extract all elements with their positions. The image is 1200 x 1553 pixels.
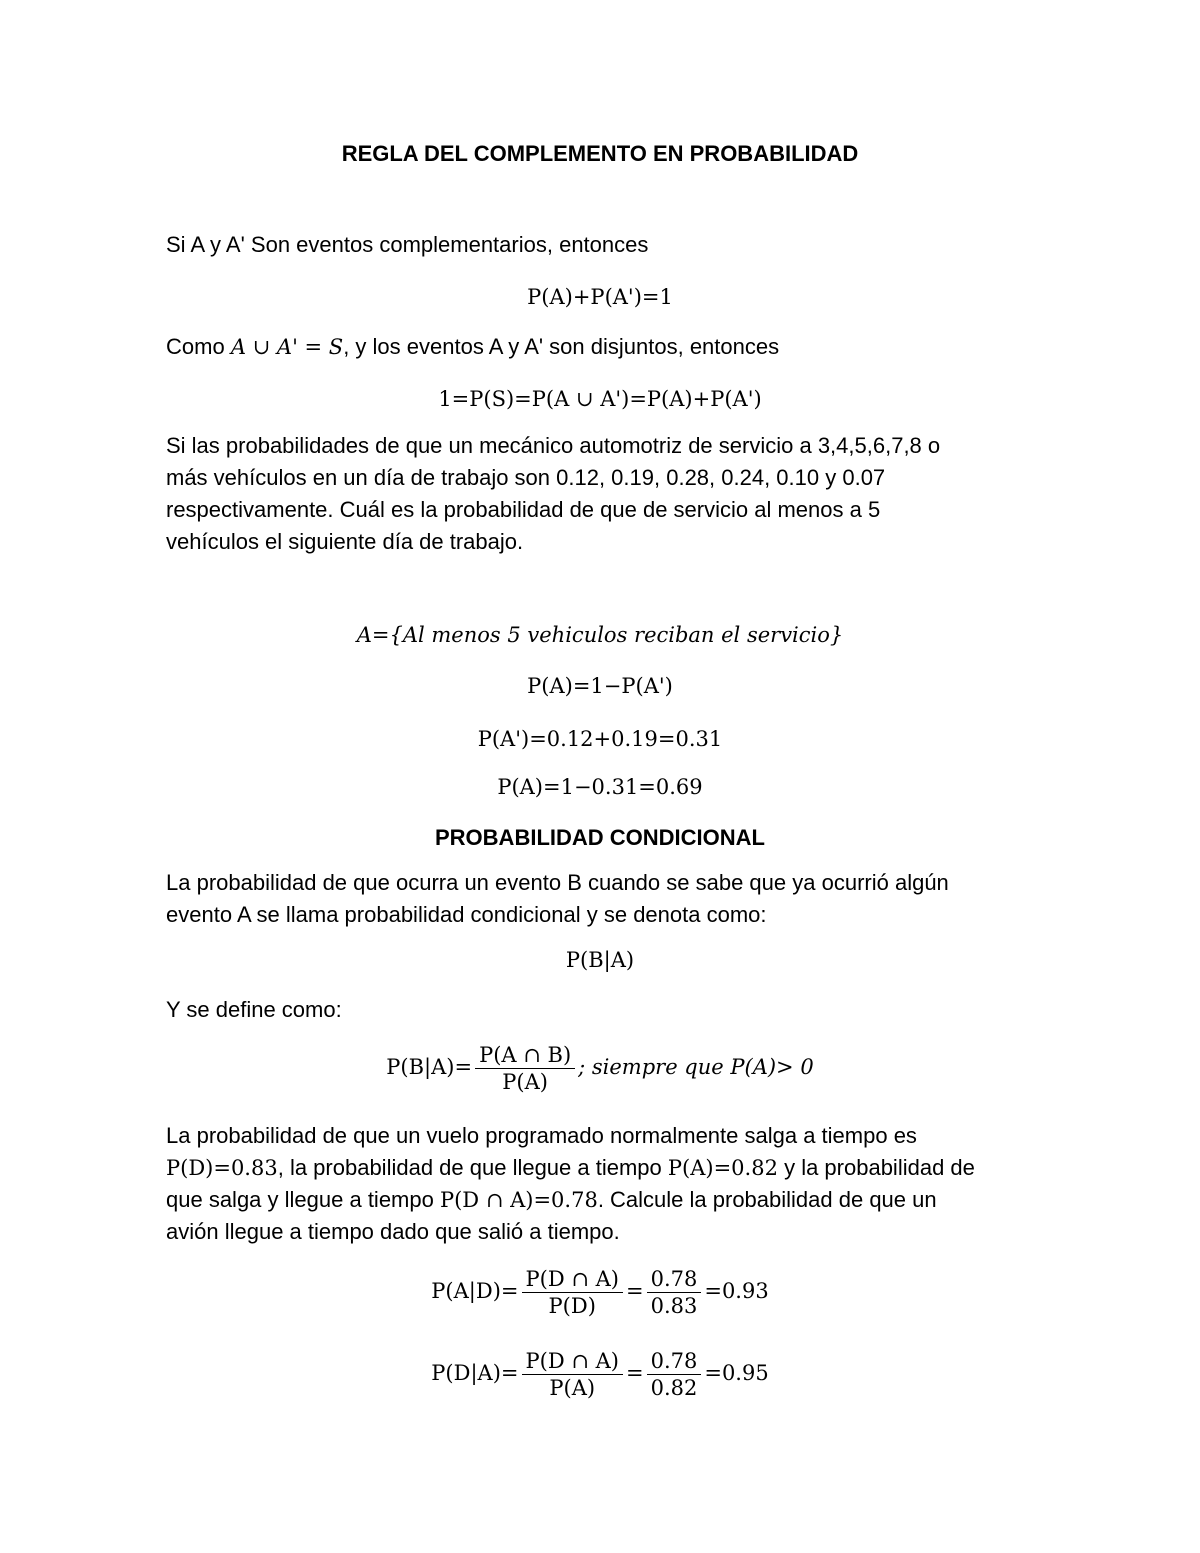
equation-step-1: P(A)=1−P(A') — [527, 674, 673, 698]
problem-line-1: Si las probabilidades de que un mecánico automotriz de servicio a 3,4,5,6,7,8 o — [166, 433, 941, 458]
conditional-intro-line-2: evento A se llama probabilidad condicional y se denota como: — [166, 902, 767, 927]
intro-text: Si A y A' Son eventos complementarios, entonces — [166, 232, 649, 257]
problem-line-2: más vehículos en un día de trabajo son 0.12, 0.19, 0.28, 0.24, 0.10 y 0.07 — [166, 465, 886, 490]
def-denominator: P(A) — [502, 1070, 548, 1094]
equation-notation: P(B|A) — [565, 948, 635, 972]
flight-problem-line-3 — [166, 1184, 1046, 1216]
calc1-denominator: P(D) — [548, 1294, 596, 1318]
define-text: Y se define como: — [166, 997, 342, 1022]
flight-text-2b: y la probabilidad de — [784, 1155, 975, 1180]
como-suffix: , y los eventos A y A' son disjuntos, entonces — [343, 334, 780, 359]
como-line — [166, 331, 1046, 363]
flight-text-3b: . Calcule la probabilidad de que un — [597, 1187, 937, 1212]
calculation-a-given-d: P(A|D)= $\frac{P(D \cap A)}{P(D)}$ = $\frac{0.78}{0.83}$ =0.93 — [431, 1267, 769, 1318]
calc1-numerator: P(D ∩ A) — [522, 1266, 623, 1293]
equation-complement: P(A)+P(A')=1 — [527, 285, 673, 309]
prob-d-and-a-inline: P(D ∩ A)=0.78 — [439, 1188, 598, 1212]
title-conditional-probability: PROBABILIDAD CONDICIONAL — [435, 825, 765, 850]
flight-problem-line-4: avión llegue a tiempo dado que salió a tiempo. — [166, 1219, 620, 1244]
flight-problem-line-2 — [166, 1152, 1046, 1184]
def-rhs: ; siempre que P(A)> 0 — [578, 1055, 814, 1079]
equation-step-3: P(A)=1−0.31=0.69 — [497, 775, 703, 799]
calc1-result: =0.93 — [704, 1279, 769, 1303]
problem-line-3: respectivamente. Cuál es la probabilidad de que de servicio al menos a 5 — [166, 497, 881, 522]
equation-step-2: P(A')=0.12+0.19=0.31 — [477, 727, 723, 751]
calc2-numerator: P(D ∩ A) — [522, 1348, 623, 1375]
calc2-result: =0.95 — [704, 1361, 769, 1385]
calc1-fraction-2 — [647, 1266, 702, 1319]
calc2-lhs: P(D|A)= — [431, 1361, 519, 1385]
calculation-d-given-a: P(D|A)= $\frac{P(D \cap A)}{P(A)}$ = $\frac{0.78}{0.82}$ =0.95 — [431, 1349, 769, 1400]
title-complement-rule: REGLA DEL COMPLEMENTO EN PROBABILIDAD — [341, 141, 859, 166]
equation-conditional-definition — [0, 1042, 1200, 1095]
calc2-denominator-value: 0.82 — [650, 1376, 698, 1400]
conditional-intro-line-1: La probabilidad de que ocurra un evento B cuando se sabe que ya ocurrió algún — [166, 870, 949, 895]
def-lhs: P(B|A)= — [386, 1055, 473, 1079]
problem-line-4: vehículos el siguiente día de trabajo. — [166, 529, 524, 554]
flight-problem-line-1: La probabilidad de que un vuelo programado normalmente salga a tiempo es — [166, 1123, 917, 1148]
equation-event-definition: A={Al menos 5 vehiculos reciban el servicio} — [356, 623, 844, 647]
calc1-lhs: P(A|D)= — [431, 1279, 519, 1303]
calc1-denominator-value: 0.83 — [650, 1294, 698, 1318]
calc1-fraction-1 — [522, 1266, 623, 1319]
calc2-fraction-1 — [522, 1348, 623, 1401]
equation-disjoint: 1=P(S)=P(A ∪ A')=P(A)+P(A') — [438, 387, 762, 411]
flight-text-2a: , la probabilidad de que llegue a tiempo — [277, 1155, 662, 1180]
union-equation: A ∪ A' = S — [230, 335, 344, 359]
calc1-numerator-value: 0.78 — [647, 1266, 702, 1293]
def-numerator: P(A ∩ B) — [475, 1042, 575, 1069]
calc2-denominator: P(A) — [549, 1376, 596, 1400]
calc2-numerator-value: 0.78 — [647, 1348, 702, 1375]
como-prefix: Como — [166, 334, 225, 359]
calc2-fraction-2 — [647, 1348, 702, 1401]
def-fraction — [475, 1042, 575, 1095]
prob-a-inline: P(A)=0.82 — [667, 1156, 778, 1180]
flight-text-3a: que salga y llegue a tiempo — [166, 1187, 434, 1212]
prob-d-inline: P(D)=0.83 — [166, 1156, 278, 1180]
